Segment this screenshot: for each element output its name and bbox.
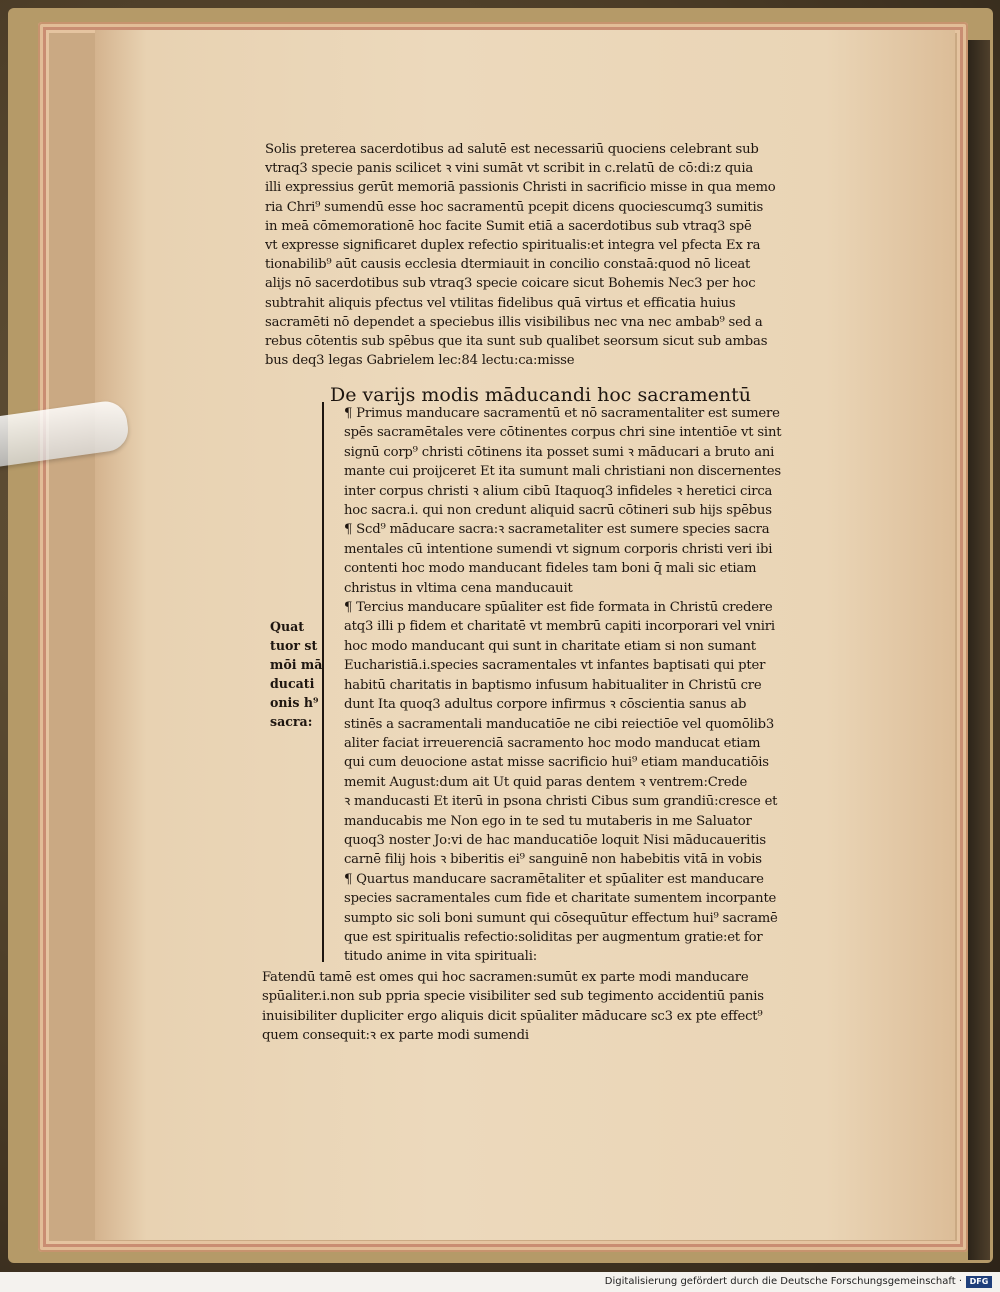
text-line: habitū charitatis in baptismo infusum habitualiter in Christū cre xyxy=(344,677,762,693)
footer-credit: Digitalisierung gefördert durch die Deutsche Forschungsgemeinschaft · xyxy=(604,1276,962,1287)
text-line: quoq3 noster Jo:vi de hac manducatiōe loquit Nisi māducaueritis xyxy=(344,832,766,848)
paragraph-3 xyxy=(262,968,882,1046)
text-line: sacramēti nō dependet a speciebus illis visibilibus nec vna nec ambab⁹ sed a xyxy=(265,314,763,330)
text-line: in meā cōmemorationē hoc facite Sumit etiā a sacerdotibus sub vtraq3 spē xyxy=(265,218,752,234)
text-line: memit August:dum ait Ut quid paras dentem ꝛ ventrem:Crede xyxy=(344,774,748,790)
text-line: spēs sacramētales vere cōtinentes corpus chri sine intentiōe vt sint xyxy=(344,425,782,441)
text-line: subtrahit aliquis pfectus vel vtilitas fidelibus quā virtus et efficatia huius xyxy=(265,295,736,311)
text-line: dunt Ita quoq3 adultus corpore infirmus ꝛ cōscientia sanus ab xyxy=(344,697,747,713)
text-line: mentales cū intentione sumendi vt signum corporis christi veri ibi xyxy=(344,541,773,557)
text-line: ¶ Primus manducare sacramentū et nō sacramentaliter est sumere xyxy=(344,406,780,421)
text-line: ducati xyxy=(270,676,315,691)
paragraph-1 xyxy=(265,140,885,370)
text-line: ¶ Tercius manducare spūaliter est fide formata in Christū credere xyxy=(344,600,773,616)
text-line: tionabilib⁹ aūt causis ecclesia dtermiauit in concilio constaā:quod nō liceat xyxy=(265,257,751,273)
text-line: sumpto sic soli boni sumunt qui cōsequūtur effectum hui⁹ sacramē xyxy=(344,910,778,926)
text-line: titudo anime in vita spirituali: xyxy=(344,949,537,965)
text-line: ¶ Scd⁹ māducare sacra:ꝛ sacrametaliter est sumere species sacra xyxy=(344,522,770,538)
text-line: onis h⁹ xyxy=(270,695,319,710)
text-line: signū corp⁹ christi cōtinens ita posset sumi ꝛ māducari a bruto ani xyxy=(344,444,775,460)
text-line: rebus cōtentis sub spēbus que ita sunt sub qualibet seorsum sicut sub ambas xyxy=(265,334,768,350)
margin-note xyxy=(270,617,340,731)
text-line: contenti hoc modo manducant fideles tam boni q̄ mali sic etiam xyxy=(344,561,757,577)
text-line: ria Chri⁹ sumendū esse hoc sacramentū pcepit dicens quociescumq3 sumitis xyxy=(265,199,764,215)
paragraph-2 xyxy=(344,404,884,967)
text-line: mante cui proijceret Et ita sumunt mali christiani non discernentes xyxy=(344,464,781,480)
text-line: Solis preterea sacerdotibus ad salutē est necessariū quociens celebrant sub xyxy=(265,142,759,157)
text-line: hoc modo manducant qui sunt in charitate etiam si non sumant xyxy=(344,638,756,654)
text-line: aliter faciat irreuerenciā sacramento hoc modo manducat etiam xyxy=(344,735,761,751)
text-line: ꝛ manducasti Et iterū in psona christi Cibus sum grandiū:cresce et xyxy=(344,794,778,810)
text-line: bus deq3 legas Gabrielem lec:84 lectu:ca:misse xyxy=(265,353,575,369)
text-line: species sacramentales cum fide et charitate sumentem incorpante xyxy=(344,891,777,907)
text-line: Quat xyxy=(270,619,305,634)
text-line: Fatendū tamē est omes qui hoc sacramen:sumūt ex parte modi manducare xyxy=(262,970,749,985)
text-line: inuisibiliter dupliciter ergo aliquis dicit spūaliter māducare sc3 ex pte effect⁹ xyxy=(262,1008,763,1024)
dfg-logo-icon: DFG xyxy=(966,1276,992,1288)
text-line: alijs nō sacerdotibus sub vtraq3 specie coicare sicut Bohemis Nec3 per hoc xyxy=(265,276,756,292)
section-heading: De varijs modis māducandi hoc sacramentū xyxy=(330,384,751,406)
text-line: vtraq3 specie panis scilicet ꝛ vini sumāt vt scribit in c.relatū de cō:di:z quia xyxy=(265,161,754,177)
text-line: hoc sacra.i. qui non credunt aliquid sacrū cōtineri sub hijs spēbus xyxy=(344,503,772,519)
text-line: Eucharistiā.i.species sacramentales vt infantes baptisati qui pter xyxy=(344,658,766,674)
text-line: que est spiritualis refectio:soliditas per augmentum gratie:et for xyxy=(344,929,763,945)
text-line: tuor st xyxy=(270,638,318,653)
text-line: quem consequit:ꝛ ex parte modi sumendi xyxy=(262,1028,529,1044)
text-line: spūaliter.i.non sub ppria specie visibiliter sed sub tegimento accidentiū panis xyxy=(262,989,764,1005)
footer-bar xyxy=(0,1272,1000,1292)
text-line: mōi mā xyxy=(270,657,323,672)
text-line: inter corpus christi ꝛ alium cibū Itaquoq3 infideles ꝛ heretici circa xyxy=(344,483,773,499)
text-line: manducabis me Non ego in te sed tu mutaberis in me Saluator xyxy=(344,813,752,829)
text-line: ¶ Quartus manducare sacramētaliter et spūaliter est manducare xyxy=(344,871,764,887)
text-line: sacra: xyxy=(270,714,313,729)
text-line: christus in vltima cena manducauit xyxy=(344,580,573,596)
text-line: stinēs a sacramentali manducatiōe ne cibi reiectiōe vel quomōlib3 xyxy=(344,716,775,732)
text-line: qui cum deuocione astat misse sacrificio hui⁹ etiam manducatiōis xyxy=(344,755,769,771)
text-line: atq3 illi p fidem et charitatē vt membrū capiti incorporari vel vniri xyxy=(344,619,775,635)
text-line: carnē filij hois ꝛ biberitis ei⁹ sanguinē non habebitis vitā in vobis xyxy=(344,852,762,868)
text-line: vt expresse significaret duplex refectio spiritualis:et integra vel pfecta Ex ra xyxy=(265,238,761,254)
text-line: illi expressius gerūt memoriā passionis Christi in sacrificio misse in qua memo xyxy=(265,180,776,196)
book-gutter xyxy=(968,40,990,1260)
